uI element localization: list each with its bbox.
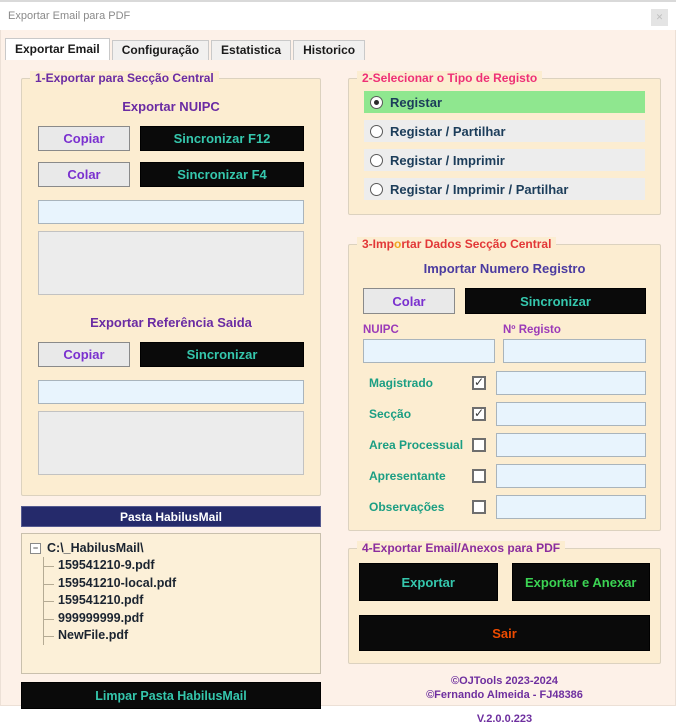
- sincronizar-registo-button[interactable]: Sincronizar: [465, 288, 646, 314]
- row-area-processual: [363, 434, 646, 456]
- nuipc-textarea[interactable]: [38, 231, 304, 295]
- group-tipo-registo: [348, 71, 661, 215]
- copiar-referencia-button[interactable]: Copiar: [38, 342, 130, 367]
- tab-historico[interactable]: Historico: [293, 40, 365, 60]
- magistrado-label: Magistrado: [369, 376, 434, 390]
- tab-exportar-email[interactable]: Exportar Email: [5, 38, 110, 60]
- tree-root-node[interactable]: [30, 541, 312, 555]
- nuipc-label: NUIPC: [363, 324, 399, 336]
- row-seccao: [363, 403, 646, 425]
- tree-collapse-icon[interactable]: −: [30, 543, 41, 554]
- tree-file-item[interactable]: 999999999.pdf: [44, 610, 312, 628]
- radio-icon[interactable]: [370, 183, 383, 196]
- limpar-pasta-button[interactable]: Limpar Pasta HabilusMail: [21, 682, 321, 709]
- tree-root-label[interactable]: C:\_HabilusMail\: [47, 541, 144, 555]
- observacoes-checkbox[interactable]: [472, 500, 486, 514]
- radio-icon[interactable]: [370, 125, 383, 138]
- row-observacoes: [363, 496, 646, 518]
- radio-icon[interactable]: [370, 96, 383, 109]
- tab-strip: [1, 38, 675, 60]
- exportar-nuipc-heading: Exportar NUIPC: [122, 99, 220, 114]
- exportar-e-anexar-button[interactable]: Exportar e Anexar: [512, 563, 651, 601]
- numero-registo-label: Nº Registo: [503, 324, 561, 336]
- seccao-checkbox[interactable]: [472, 407, 486, 421]
- nuipc-registo-input[interactable]: [363, 339, 495, 363]
- importar-numero-heading: Importar Numero Registro: [423, 261, 586, 276]
- radio-label: Registar / Partilhar: [390, 123, 506, 139]
- row-magistrado: [363, 372, 646, 394]
- window-title: Exportar Email para PDF: [8, 10, 131, 22]
- version-label: V.2.0.0.223: [476, 713, 533, 725]
- numero-registo-input[interactable]: [503, 339, 646, 363]
- tab-estatistica[interactable]: Estatistica: [211, 40, 291, 60]
- group2-title: 2-Selecionar o Tipo de Registo: [357, 71, 542, 85]
- apresentante-label: Apresentante: [369, 469, 446, 483]
- area-processual-checkbox[interactable]: [472, 438, 486, 452]
- tab-configuracao[interactable]: Configuração: [112, 40, 209, 60]
- row-apresentante: [363, 465, 646, 487]
- sincronizar-f4-button[interactable]: Sincronizar F4: [140, 162, 304, 187]
- exportar-button[interactable]: Exportar: [359, 563, 498, 601]
- seccao-input[interactable]: [496, 402, 646, 426]
- tree-file-item[interactable]: NewFile.pdf: [44, 627, 312, 645]
- group-importar-dados: [348, 237, 661, 531]
- group-exportar-pdf: [348, 541, 661, 664]
- area-processual-label: Area Processual: [369, 438, 464, 452]
- colar-nuipc-button[interactable]: Colar: [38, 162, 130, 187]
- magistrado-checkbox[interactable]: [472, 376, 486, 390]
- client-area: [0, 30, 676, 725]
- group3-title: 3-Importar Dados Secção Central: [357, 237, 556, 251]
- habilusmail-tree[interactable]: [21, 533, 321, 674]
- copiar-nuipc-button[interactable]: Copiar: [38, 126, 130, 151]
- group-exportar-seccao-central: [21, 71, 321, 496]
- copyright-ojtools: ©OJTools 2023-2024: [451, 675, 558, 687]
- observacoes-label: Observações: [369, 500, 445, 514]
- tree-file-item[interactable]: 159541210.pdf: [44, 592, 312, 610]
- group1-title: 1-Exportar para Secção Central: [30, 71, 219, 85]
- radio-label: Registar / Imprimir / Partilhar: [390, 181, 569, 197]
- radio-label: Registar / Imprimir: [390, 152, 505, 168]
- referencia-textarea[interactable]: [38, 411, 304, 475]
- exportar-referencia-heading: Exportar Referência Saida: [90, 315, 252, 330]
- footer: [348, 674, 661, 726]
- close-icon[interactable]: ✕: [651, 9, 668, 26]
- title-bar: [0, 0, 676, 30]
- radio-icon[interactable]: [370, 154, 383, 167]
- radio-option-registar-imprimir[interactable]: [364, 149, 645, 171]
- magistrado-input[interactable]: [496, 371, 646, 395]
- radio-option-registar[interactable]: [364, 91, 645, 113]
- tree-file-item[interactable]: 159541210-local.pdf: [44, 575, 312, 593]
- area-processual-input[interactable]: [496, 433, 646, 457]
- sair-button[interactable]: Sair: [359, 615, 650, 651]
- nuipc-input[interactable]: [38, 200, 304, 224]
- radio-option-registar-imprimir-partilhar[interactable]: [364, 178, 645, 200]
- radio-option-registar-partilhar[interactable]: [364, 120, 645, 142]
- seccao-label: Secção: [369, 407, 412, 421]
- sincronizar-referencia-button[interactable]: Sincronizar: [140, 342, 304, 367]
- group4-title: 4-Exportar Email/Anexos para PDF: [357, 541, 565, 555]
- referencia-input[interactable]: [38, 380, 304, 404]
- observacoes-input[interactable]: [496, 495, 646, 519]
- copyright-author: ©Fernando Almeida - FJ48386: [426, 689, 583, 701]
- tree-file-item[interactable]: 159541210-9.pdf: [44, 557, 312, 575]
- sincronizar-f12-button[interactable]: Sincronizar F12: [140, 126, 304, 151]
- apresentante-checkbox[interactable]: [472, 469, 486, 483]
- pasta-habilusmail-banner: Pasta HabilusMail: [21, 506, 321, 527]
- apresentante-input[interactable]: [496, 464, 646, 488]
- radio-label: Registar: [390, 94, 443, 110]
- colar-registo-button[interactable]: Colar: [363, 288, 455, 314]
